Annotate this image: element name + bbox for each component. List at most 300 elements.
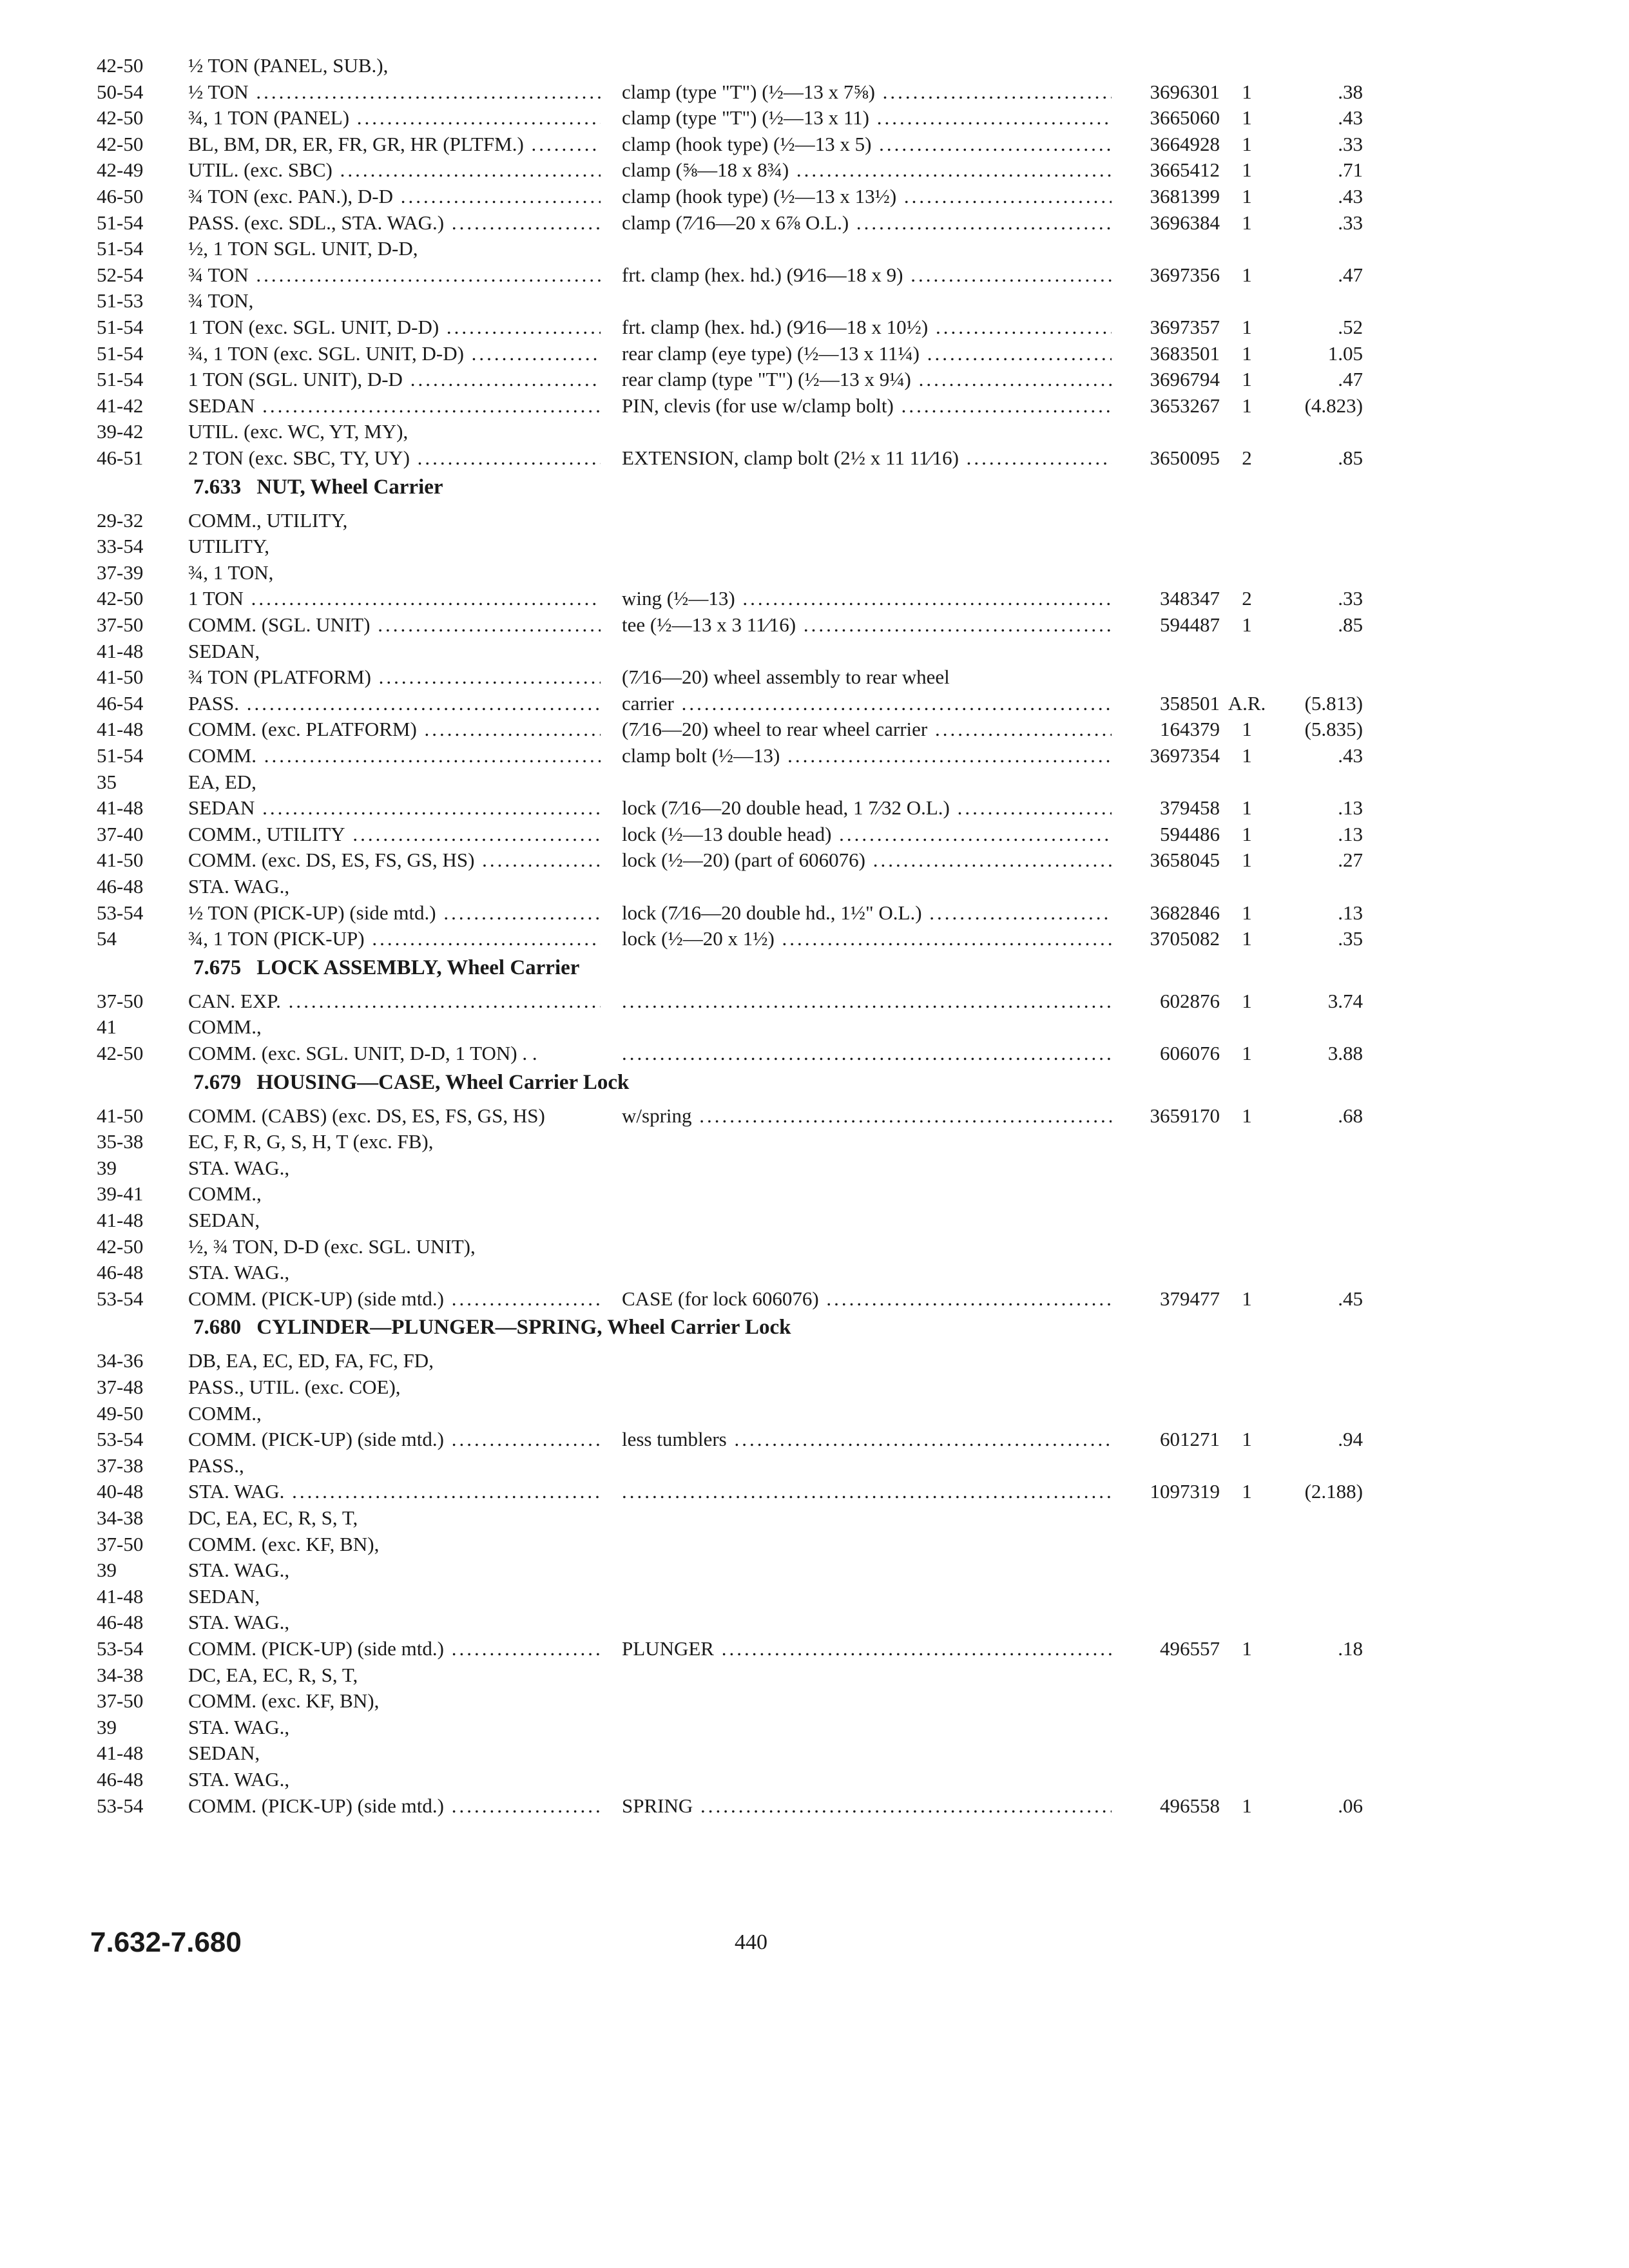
part-number: 348347 [1160, 587, 1220, 610]
catalog-row [0, 822, 1629, 847]
section-title: LOCK ASSEMBLY, Wheel Carrier [256, 956, 580, 979]
model-description: COMM. (CABS) (exc. DS, ES, FS, GS, HS) [188, 1104, 545, 1127]
model-description: DB, EA, EC, ED, FA, FC, FD, [188, 1349, 434, 1372]
model-description: ½ TON (PICK-UP) (side mtd.) ..... [188, 900, 601, 926]
year-range: 52-54 [97, 263, 144, 286]
catalog-row [0, 1286, 1629, 1312]
year-range: 41-48 [97, 718, 144, 741]
year-range: 51-54 [97, 341, 144, 365]
year-range: 41-42 [97, 394, 144, 417]
model-description: DC, EA, EC, R, S, T, [188, 1506, 358, 1529]
model-description: STA. WAG., [188, 875, 290, 898]
year-range: 51-54 [97, 744, 144, 767]
part-number: 3664928 [1150, 132, 1220, 155]
catalog-row [0, 691, 1629, 716]
part-number: 3697354 [1150, 744, 1220, 767]
model-description: SEDAN, [188, 1742, 260, 1765]
part-description: clamp bolt (½—13) ..... [622, 743, 1112, 769]
catalog-row [0, 419, 1629, 445]
catalog-row [0, 1505, 1629, 1531]
part-description: rear clamp (eye type) (½—13 x 11¼) ..... [622, 341, 1112, 367]
model-description: COMM., UTILITY, [188, 508, 348, 532]
catalog-row [0, 367, 1629, 392]
model-description: UTIL. (exc. WC, YT, MY), [188, 420, 409, 443]
model-description: COMM. (exc. DS, ES, FS, GS, HS) ..... [188, 847, 601, 873]
part-number: 3665060 [1150, 106, 1220, 130]
quantity: 1 [1242, 989, 1252, 1012]
part-number: 3705082 [1150, 927, 1220, 950]
model-description: COMM. (PICK-UP) (side mtd.) ..... [188, 1793, 601, 1819]
list-price: 1.05 [1327, 341, 1363, 365]
list-price: .94 [1338, 1428, 1363, 1451]
quantity: 1 [1242, 1287, 1252, 1310]
quantity: 1 [1242, 927, 1252, 950]
section-header [193, 1068, 629, 1097]
catalog-row [0, 1207, 1629, 1233]
part-description: lock (7⁄16—20 double hd., 1½" O.L.) ..... [622, 900, 1112, 926]
part-description: lock (½—20) (part of 606076) ..... [622, 847, 1112, 873]
model-description: DC, EA, EC, R, S, T, [188, 1663, 358, 1686]
part-description [622, 988, 1112, 1014]
catalog-row [0, 508, 1629, 533]
list-price: (5.835) [1304, 718, 1363, 741]
part-description: (7⁄16—20) wheel assembly to rear wheel [622, 666, 950, 689]
quantity: 2 [1242, 587, 1252, 610]
part-description: clamp (⅝—18 x 8¾) ..... [622, 157, 1112, 183]
model-description: COMM., [188, 1401, 262, 1425]
year-range: 40-48 [97, 1480, 144, 1503]
list-price: (4.823) [1304, 394, 1363, 417]
list-price: .52 [1338, 316, 1363, 338]
quantity: 1 [1242, 1480, 1252, 1503]
model-description: ¾ TON ..... [188, 262, 601, 288]
model-description: ½ TON (PANEL, SUB.), [188, 54, 389, 77]
model-description: PASS. (exc. SDL., STA. WAG.) ..... [188, 210, 601, 236]
model-description: ¾ TON (PLATFORM) ..... [188, 664, 601, 690]
catalog-row [0, 926, 1629, 952]
year-range: 33-54 [97, 535, 144, 558]
year-range: 42-50 [97, 1235, 144, 1258]
part-number: 3696301 [1150, 80, 1220, 103]
model-description: EC, F, R, G, S, H, T (exc. FB), [188, 1130, 434, 1153]
quantity: 1 [1242, 132, 1252, 155]
catalog-row [0, 262, 1629, 288]
year-range: 46-48 [97, 875, 144, 898]
list-price: .45 [1338, 1287, 1363, 1310]
model-description: SEDAN ..... [188, 795, 601, 821]
catalog-row [0, 131, 1629, 157]
quantity: 1 [1242, 849, 1252, 872]
year-range: 51-54 [97, 237, 144, 260]
section-number: 7.679 [193, 1070, 242, 1094]
quantity: 1 [1242, 211, 1252, 234]
model-description: ¾, 1 TON, [188, 561, 274, 584]
catalog-row [0, 393, 1629, 419]
part-description [622, 1479, 1112, 1504]
model-description: COMM., [188, 1182, 262, 1206]
catalog-row [0, 1129, 1629, 1155]
catalog-row [0, 1155, 1629, 1181]
model-description: SEDAN, [188, 639, 260, 662]
model-description: 1 TON (exc. SGL. UNIT, D-D) ..... [188, 314, 601, 340]
catalog-row [0, 743, 1629, 769]
list-price: .43 [1338, 744, 1363, 767]
model-description: EA, ED, [188, 770, 256, 793]
section-header [193, 954, 579, 982]
part-number: 594487 [1160, 613, 1220, 636]
part-description: lock (½—20 x 1½) ..... [622, 926, 1112, 952]
catalog-row [0, 1181, 1629, 1207]
list-price: .47 [1338, 263, 1363, 286]
part-description: PIN, clevis (for use w/clamp bolt) ..... [622, 393, 1112, 419]
year-range: 51-54 [97, 316, 144, 338]
part-description: lock (½—13 double head) ..... [622, 822, 1112, 847]
model-description: COMM. (exc. SGL. UNIT, D-D, 1 TON) . . [188, 1042, 537, 1064]
part-number: 594486 [1160, 822, 1220, 845]
year-range: 34-38 [97, 1506, 144, 1529]
catalog-row [0, 874, 1629, 899]
part-number: 3696794 [1150, 368, 1220, 391]
quantity: 1 [1242, 106, 1252, 130]
catalog-row [0, 769, 1629, 795]
year-range: 46-48 [97, 1768, 144, 1791]
catalog-row [0, 1453, 1629, 1479]
model-description: CAN. EXP. ..... [188, 988, 601, 1014]
model-description: 2 TON (exc. SBC, TY, UY) ..... [188, 445, 601, 471]
model-description: COMM. (PICK-UP) (side mtd.) ..... [188, 1286, 601, 1312]
year-range: 46-51 [97, 447, 144, 469]
catalog-row [0, 1427, 1629, 1452]
part-description: tee (½—13 x 3 11⁄16) ..... [622, 612, 1112, 638]
model-description: COMM., UTILITY ..... [188, 822, 601, 847]
part-description: lock (7⁄16—20 double head, 1 7⁄32 O.L.) ..... [622, 795, 1112, 821]
section-title: NUT, Wheel Carrier [256, 475, 443, 499]
list-price: .13 [1338, 796, 1363, 820]
year-range: 42-50 [97, 54, 144, 77]
part-description: clamp (hook type) (½—13 x 13½) ..... [622, 184, 1112, 209]
year-range: 35-38 [97, 1130, 144, 1153]
catalog-row [0, 1103, 1629, 1129]
catalog-row [0, 1479, 1629, 1504]
model-description: ½ TON ..... [188, 79, 601, 105]
part-number: 3653267 [1150, 394, 1220, 417]
year-range: 39 [97, 1715, 117, 1738]
model-description: SEDAN ..... [188, 393, 601, 419]
catalog-row [0, 341, 1629, 367]
year-range: 54 [97, 927, 117, 950]
catalog-row [0, 716, 1629, 742]
year-range: 53-54 [97, 1794, 144, 1817]
part-description: wing (½—13) ..... [622, 586, 1112, 611]
catalog-row [0, 847, 1629, 873]
catalog-row [0, 1557, 1629, 1583]
catalog-row [0, 184, 1629, 209]
model-description: ¾ TON (exc. PAN.), D-D ..... [188, 184, 601, 209]
part-description: CASE (for lock 606076) ..... [622, 1286, 1112, 1312]
quantity: 1 [1242, 1042, 1252, 1064]
model-description: COMM. (exc. KF, BN), [188, 1689, 380, 1713]
model-description: ¾ TON, [188, 289, 254, 312]
year-range: 46-54 [97, 691, 144, 715]
model-description: SEDAN, [188, 1209, 260, 1231]
part-description: frt. clamp (hex. hd.) (9⁄16—18 x 9) ..... [622, 262, 1112, 288]
part-number: 3682846 [1150, 901, 1220, 924]
year-range: 41-48 [97, 1209, 144, 1231]
list-price: 3.74 [1327, 989, 1363, 1012]
year-range: 42-50 [97, 106, 144, 130]
catalog-row [0, 1688, 1629, 1714]
part-number: 3659170 [1150, 1104, 1220, 1127]
year-range: 35 [97, 770, 117, 793]
year-range: 46-50 [97, 185, 144, 207]
part-number: 3650095 [1150, 447, 1220, 469]
model-description: COMM. (PICK-UP) (side mtd.) ..... [188, 1636, 601, 1662]
year-range: 41-48 [97, 1742, 144, 1765]
year-range: 37-48 [97, 1376, 144, 1398]
year-range: 37-50 [97, 1689, 144, 1713]
part-number: 601271 [1160, 1428, 1220, 1451]
quantity: 1 [1242, 185, 1252, 207]
quantity: 2 [1242, 447, 1252, 469]
year-range: 53-54 [97, 1287, 144, 1310]
catalog-row [0, 1636, 1629, 1662]
catalog-row [0, 1662, 1629, 1688]
catalog-row [0, 988, 1629, 1014]
year-range: 41-48 [97, 796, 144, 820]
catalog-row [0, 1374, 1629, 1400]
model-description: STA. WAG., [188, 1611, 290, 1634]
list-price: 3.88 [1327, 1042, 1363, 1064]
quantity: 1 [1242, 822, 1252, 845]
quantity: 1 [1242, 613, 1252, 636]
year-range: 29-32 [97, 508, 144, 532]
year-range: 50-54 [97, 80, 144, 103]
quantity: 1 [1242, 368, 1252, 391]
catalog-row [0, 157, 1629, 183]
model-description: STA. WAG., [188, 1156, 290, 1179]
model-description: STA. WAG., [188, 1768, 290, 1791]
model-description: STA. WAG., [188, 1261, 290, 1284]
year-range: 51-53 [97, 289, 144, 312]
footer-section-range: 7.632-7.680 [90, 1927, 242, 1958]
year-range: 39 [97, 1156, 117, 1179]
year-range: 53-54 [97, 901, 144, 924]
section-number: 7.633 [193, 475, 242, 499]
year-range: 41-50 [97, 849, 144, 872]
part-description: (7⁄16—20) wheel to rear wheel carrier ..... [622, 716, 1112, 742]
part-description [622, 1041, 1112, 1066]
model-description: UTIL. (exc. SBC) ..... [188, 157, 601, 183]
year-range: 51-54 [97, 211, 144, 234]
catalog-row [0, 612, 1629, 638]
catalog-row [0, 1610, 1629, 1635]
year-range: 39-42 [97, 420, 144, 443]
quantity: 1 [1242, 901, 1252, 924]
quantity: 1 [1242, 1104, 1252, 1127]
catalog-row [0, 1740, 1629, 1766]
quantity: 1 [1242, 718, 1252, 741]
model-description: COMM. ..... [188, 743, 601, 769]
model-description: STA. WAG. ..... [188, 1479, 601, 1504]
year-range: 34-36 [97, 1349, 144, 1372]
list-price: (5.813) [1304, 691, 1363, 715]
model-description: ½, 1 TON SGL. UNIT, D-D, [188, 237, 418, 260]
model-description: UTILITY, [188, 535, 269, 558]
model-description: COMM. (PICK-UP) (side mtd.) ..... [188, 1427, 601, 1452]
part-number: 3696384 [1150, 211, 1220, 234]
model-description: ¾, 1 TON (exc. SGL. UNIT, D-D) ..... [188, 341, 601, 367]
year-range: 39-41 [97, 1182, 144, 1206]
section-header [193, 473, 443, 501]
catalog-row [0, 53, 1629, 79]
year-range: 34-38 [97, 1663, 144, 1686]
model-description: PASS., [188, 1454, 244, 1477]
model-description: ¾, 1 TON (PICK-UP) ..... [188, 926, 601, 952]
year-range: 37-50 [97, 613, 144, 636]
quantity: 1 [1242, 1428, 1252, 1451]
year-range: 42-49 [97, 159, 144, 182]
year-range: 46-48 [97, 1261, 144, 1284]
quantity: 1 [1242, 263, 1252, 286]
quantity: 1 [1242, 744, 1252, 767]
catalog-row [0, 639, 1629, 664]
quantity: 1 [1242, 394, 1252, 417]
catalog-row [0, 105, 1629, 131]
catalog-row [0, 1793, 1629, 1819]
catalog-row [0, 1260, 1629, 1285]
year-range: 42-50 [97, 132, 144, 155]
catalog-row [0, 1234, 1629, 1260]
quantity: 1 [1242, 341, 1252, 365]
section-number: 7.675 [193, 956, 242, 979]
list-price: .33 [1338, 132, 1363, 155]
part-description: carrier ..... [622, 691, 1112, 716]
section-number: 7.680 [193, 1316, 242, 1340]
list-price: .13 [1338, 901, 1363, 924]
list-price: .38 [1338, 80, 1363, 103]
year-range: 42-50 [97, 587, 144, 610]
part-number: 496558 [1160, 1794, 1220, 1817]
part-description: clamp (hook type) (½—13 x 5) ..... [622, 131, 1112, 157]
catalog-row [0, 1532, 1629, 1557]
part-number: 164379 [1160, 718, 1220, 741]
list-price: .85 [1338, 447, 1363, 469]
catalog-row [0, 533, 1629, 559]
model-description: 1 TON ..... [188, 586, 601, 611]
part-description: w/spring ..... [622, 1103, 1112, 1129]
year-range: 37-40 [97, 822, 144, 845]
part-number: 3665412 [1150, 159, 1220, 182]
catalog-row [0, 1715, 1629, 1740]
list-price: .47 [1338, 368, 1363, 391]
part-description: frt. clamp (hex. hd.) (9⁄16—18 x 10½) ..... [622, 314, 1112, 340]
model-description: ½, ¾ TON, D-D (exc. SGL. UNIT), [188, 1235, 476, 1258]
part-number: 3683501 [1150, 341, 1220, 365]
catalog-row [0, 210, 1629, 236]
list-price: .33 [1338, 587, 1363, 610]
catalog-row [0, 900, 1629, 926]
catalog-row [0, 560, 1629, 586]
catalog-row [0, 1014, 1629, 1040]
list-price: .85 [1338, 613, 1363, 636]
part-number: 1097319 [1150, 1480, 1220, 1503]
list-price: .35 [1338, 927, 1363, 950]
list-price: .43 [1338, 185, 1363, 207]
list-price: .27 [1338, 849, 1363, 872]
part-description: SPRING ..... [622, 1793, 1112, 1819]
catalog-row [0, 1041, 1629, 1066]
part-number: 496557 [1160, 1637, 1220, 1660]
part-description: clamp (type "T") (½—13 x 11) ..... [622, 105, 1112, 131]
catalog-row [0, 1584, 1629, 1610]
quantity: 1 [1242, 796, 1252, 820]
part-description: less tumblers ..... [622, 1427, 1112, 1452]
part-number: 379477 [1160, 1287, 1220, 1310]
part-description: PLUNGER ..... [622, 1636, 1112, 1662]
year-range: 53-54 [97, 1428, 144, 1451]
list-price: .06 [1338, 1794, 1363, 1817]
quantity: 1 [1242, 1794, 1252, 1817]
year-range: 41-50 [97, 1104, 144, 1127]
year-range: 41-48 [97, 639, 144, 662]
quantity: A.R. [1228, 691, 1266, 715]
model-description: ¾, 1 TON (PANEL) ..... [188, 105, 601, 131]
catalog-row [0, 586, 1629, 611]
quantity: 1 [1242, 316, 1252, 338]
part-number: 3697357 [1150, 316, 1220, 338]
year-range: 41 [97, 1015, 117, 1039]
year-range: 51-54 [97, 368, 144, 391]
quantity: 1 [1242, 80, 1252, 103]
catalog-row [0, 664, 1629, 690]
section-header [193, 1313, 791, 1341]
part-description: clamp (7⁄16—20 x 6⅞ O.L.) ..... [622, 210, 1112, 236]
catalog-row [0, 445, 1629, 471]
list-price: .43 [1338, 106, 1363, 130]
section-title: HOUSING—CASE, Wheel Carrier Lock [256, 1070, 630, 1094]
part-number: 606076 [1160, 1042, 1220, 1064]
year-range: 49-50 [97, 1401, 144, 1425]
list-price: .18 [1338, 1637, 1363, 1660]
list-price: .13 [1338, 822, 1363, 845]
catalog-row [0, 79, 1629, 105]
catalog-row [0, 288, 1629, 314]
model-description: COMM. (exc. KF, BN), [188, 1532, 380, 1555]
part-description: EXTENSION, clamp bolt (2½ x 11 11⁄16) ..... [622, 445, 1112, 471]
model-description: COMM. (SGL. UNIT) ..... [188, 612, 601, 638]
model-description: PASS., UTIL. (exc. COE), [188, 1376, 401, 1398]
list-price: .68 [1338, 1104, 1363, 1127]
model-description: 1 TON (SGL. UNIT), D-D ..... [188, 367, 601, 392]
part-description: rear clamp (type "T") (½—13 x 9¼) ..... [622, 367, 1112, 392]
part-number: 379458 [1160, 796, 1220, 820]
year-range: 53-54 [97, 1637, 144, 1660]
catalog-row [0, 1767, 1629, 1792]
catalog-row [0, 795, 1629, 821]
list-price: (2.188) [1304, 1480, 1363, 1503]
part-number: 358501 [1160, 691, 1220, 715]
year-range: 37-50 [97, 989, 144, 1012]
part-number: 602876 [1160, 989, 1220, 1012]
model-description: COMM. (exc. PLATFORM) ..... [188, 716, 601, 742]
year-range: 42-50 [97, 1042, 144, 1064]
model-description: SEDAN, [188, 1584, 260, 1608]
catalog-row [0, 1401, 1629, 1427]
model-description: STA. WAG., [188, 1559, 290, 1582]
part-description: clamp (type "T") (½—13 x 7⅝) ..... [622, 79, 1112, 105]
year-range: 37-38 [97, 1454, 144, 1477]
section-title: CYLINDER—PLUNGER—SPRING, Wheel Carrier Lock [256, 1316, 791, 1340]
